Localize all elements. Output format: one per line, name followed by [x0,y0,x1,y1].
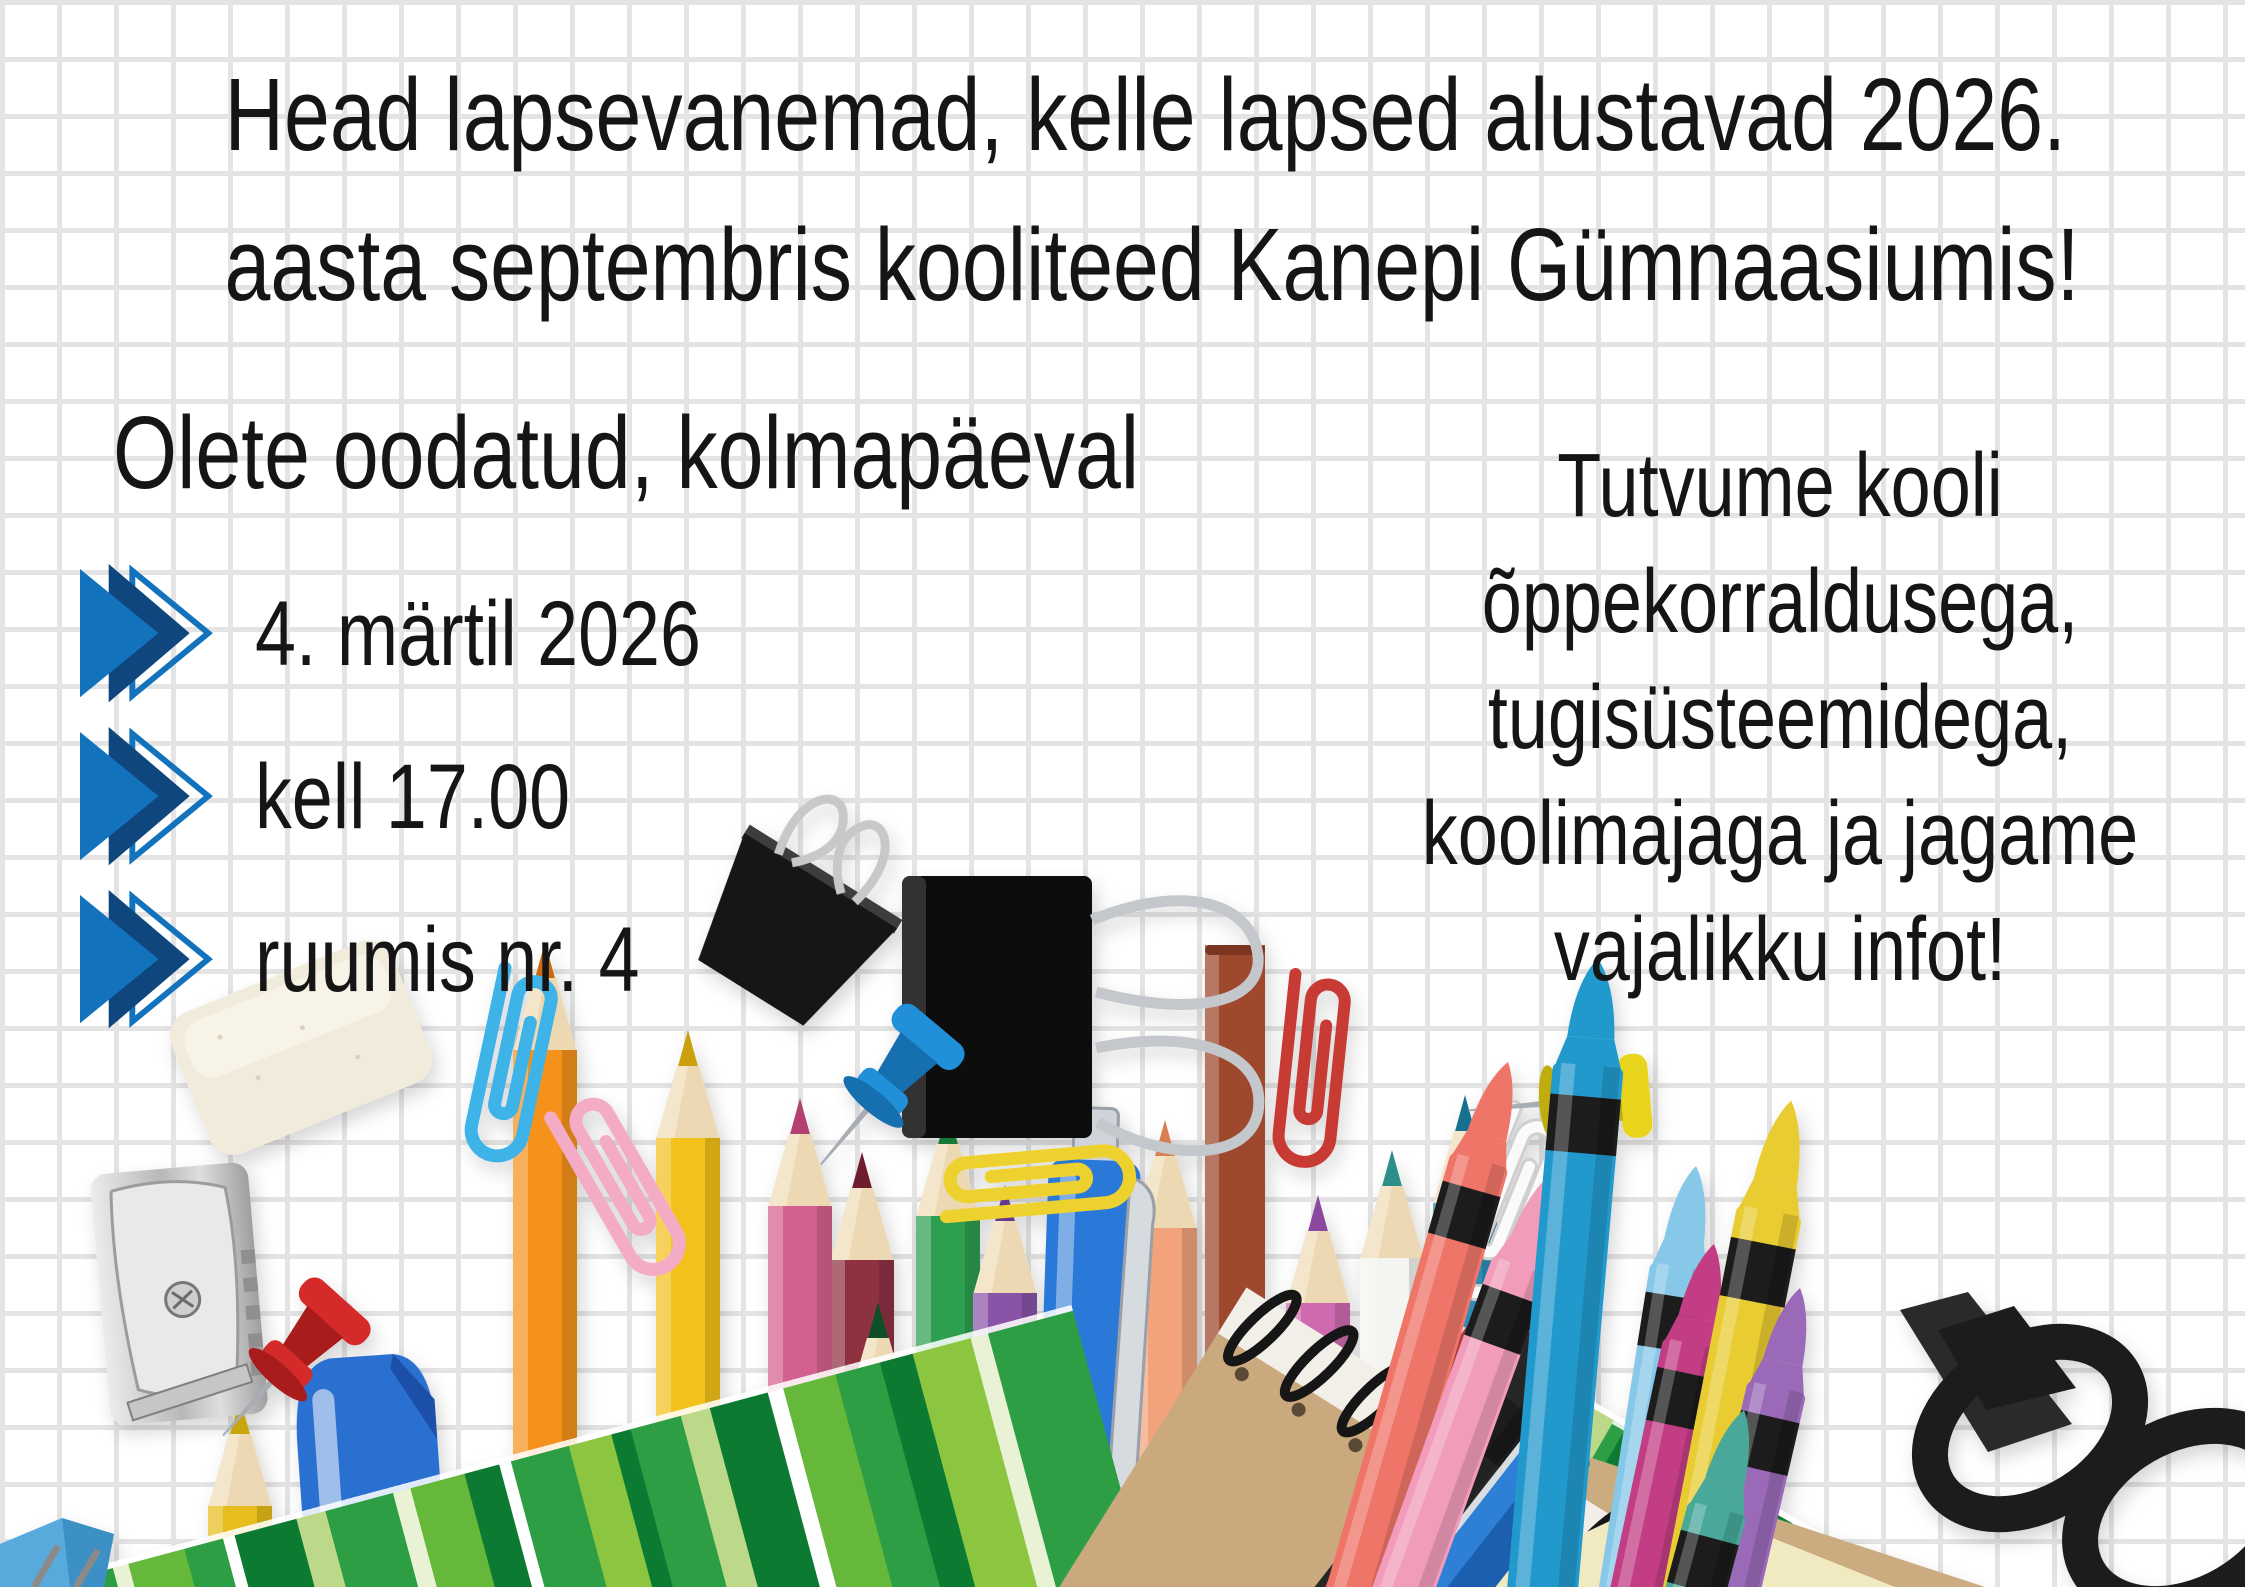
bullet-label-time: kell 17.00 [255,745,571,848]
bullet-item-date [80,553,822,715]
title-line-2: aasta septembris kooliteed Kanepi Gümnaasiumis! [224,207,2080,322]
arrow-icon [80,553,215,715]
side-note-line: koolimajaga ja jagame [1421,784,2139,884]
bullet-label-room: ruumis nr. 4 [255,908,640,1011]
blue-binder-clip [0,1518,114,1587]
title-line-1: Head lapsevanemad, kelle lapsed alustavad 2026. [224,57,2067,172]
bullet-label-date: 4. märtil 2026 [255,582,701,685]
pencil-sharpener [89,1161,268,1426]
bullet-item-room [80,879,746,1041]
arrow-icon [80,879,215,1041]
arrow-icon [80,716,215,878]
bullet-item-time [80,716,659,878]
side-note-line: vajalikku infot! [1553,900,2007,1000]
poster-subtitle: Olete oodatud, kolmapäeval [113,395,1140,510]
side-note [1330,428,2230,1008]
poster-title [0,40,2245,340]
scissors [1898,1292,2245,1587]
side-note-line: tugisüsteemidega, [1487,668,2073,768]
side-note-line: Tutvume kooli [1557,436,2003,536]
side-note-line: õppekorraldusega, [1481,552,2079,652]
